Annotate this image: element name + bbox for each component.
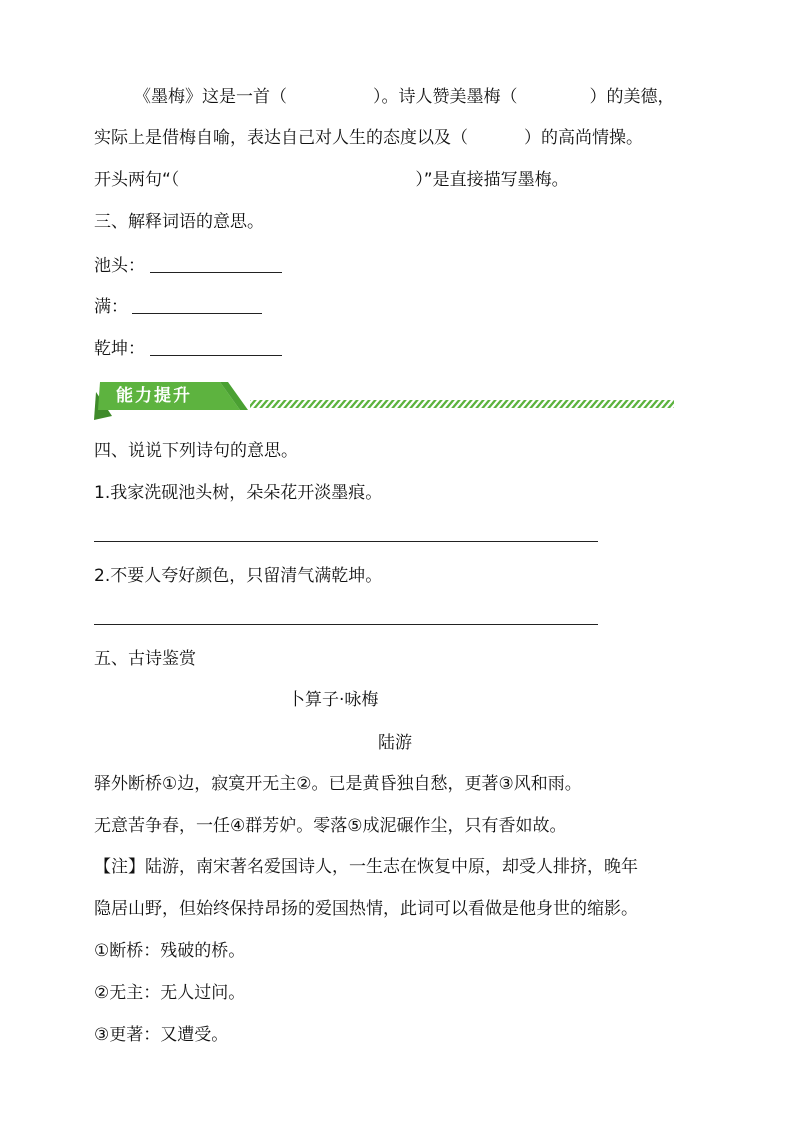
fill-line-1 — [134, 85, 675, 109]
answer-line-man[interactable] — [132, 313, 262, 314]
poem-author: 陆游 — [378, 733, 412, 753]
fill-line-3 — [94, 168, 569, 192]
note-line-2: 隐居山野，但始终保持昂扬的爱国热情，此词可以看做是他身世的缩影。 — [94, 899, 638, 919]
banner-stripe-bar — [250, 400, 674, 408]
section-3-title: 三、解释词语的意思。 — [94, 212, 264, 232]
question-1: 1.我家洗砚池头树，朵朵花开淡墨痕。 — [94, 483, 383, 503]
term-label-chitou: 池头： — [94, 256, 145, 276]
fill-line-1-part-c: ）的美德， — [589, 87, 675, 107]
fill-line-1-part-b: ）。诗人赞美墨梅（ — [373, 87, 518, 107]
answer-line-chitou[interactable] — [150, 272, 282, 273]
answer-line-q1[interactable] — [94, 541, 598, 542]
fill-line-2-part-a: 实际上是借梅自喻，表达自己对人生的态度以及（ — [94, 128, 468, 148]
fill-line-3-part-a: 开头两句“（ — [94, 170, 180, 190]
fill-line-1-part-a: 《墨梅》这是一首（ — [134, 87, 287, 107]
note-duanqiao: ①断桥：残破的桥。 — [94, 941, 246, 961]
banner-label: 能力提升 — [116, 386, 192, 406]
poem-line-1: 驿外断桥①边，寂寞开无主②。已是黄昏独自愁，更著③风和雨。 — [94, 774, 582, 794]
answer-line-qiankun[interactable] — [150, 355, 282, 356]
section-5-title: 五、古诗鉴赏 — [94, 649, 196, 669]
note-gengzhu: ③更著：又遭受。 — [94, 1025, 229, 1045]
poem-title: 卜算子·咏梅 — [288, 690, 379, 710]
term-label-qiankun: 乾坤： — [94, 339, 145, 359]
note-line-1: 【注】陆游，南宋著名爱国诗人，一生志在恢复中原，却受人排挤，晚年 — [94, 857, 638, 877]
poem-line-2: 无意苦争春，一任④群芳妒。零落⑤成泥碾作尘，只有香如故。 — [94, 816, 567, 836]
fill-line-2-part-b: ）的高尚情操。 — [524, 128, 643, 148]
term-label-man: 满： — [94, 297, 128, 317]
section-4-title: 四、说说下列诗句的意思。 — [94, 441, 298, 461]
fill-line-3-part-b: ）”是直接描写墨梅。 — [415, 170, 569, 190]
question-2: 2.不要人夸好颜色，只留清气满乾坤。 — [94, 566, 383, 586]
answer-line-q2[interactable] — [94, 624, 598, 625]
fill-line-2 — [94, 126, 643, 150]
note-wuzhu: ②无主：无人过问。 — [94, 983, 246, 1003]
